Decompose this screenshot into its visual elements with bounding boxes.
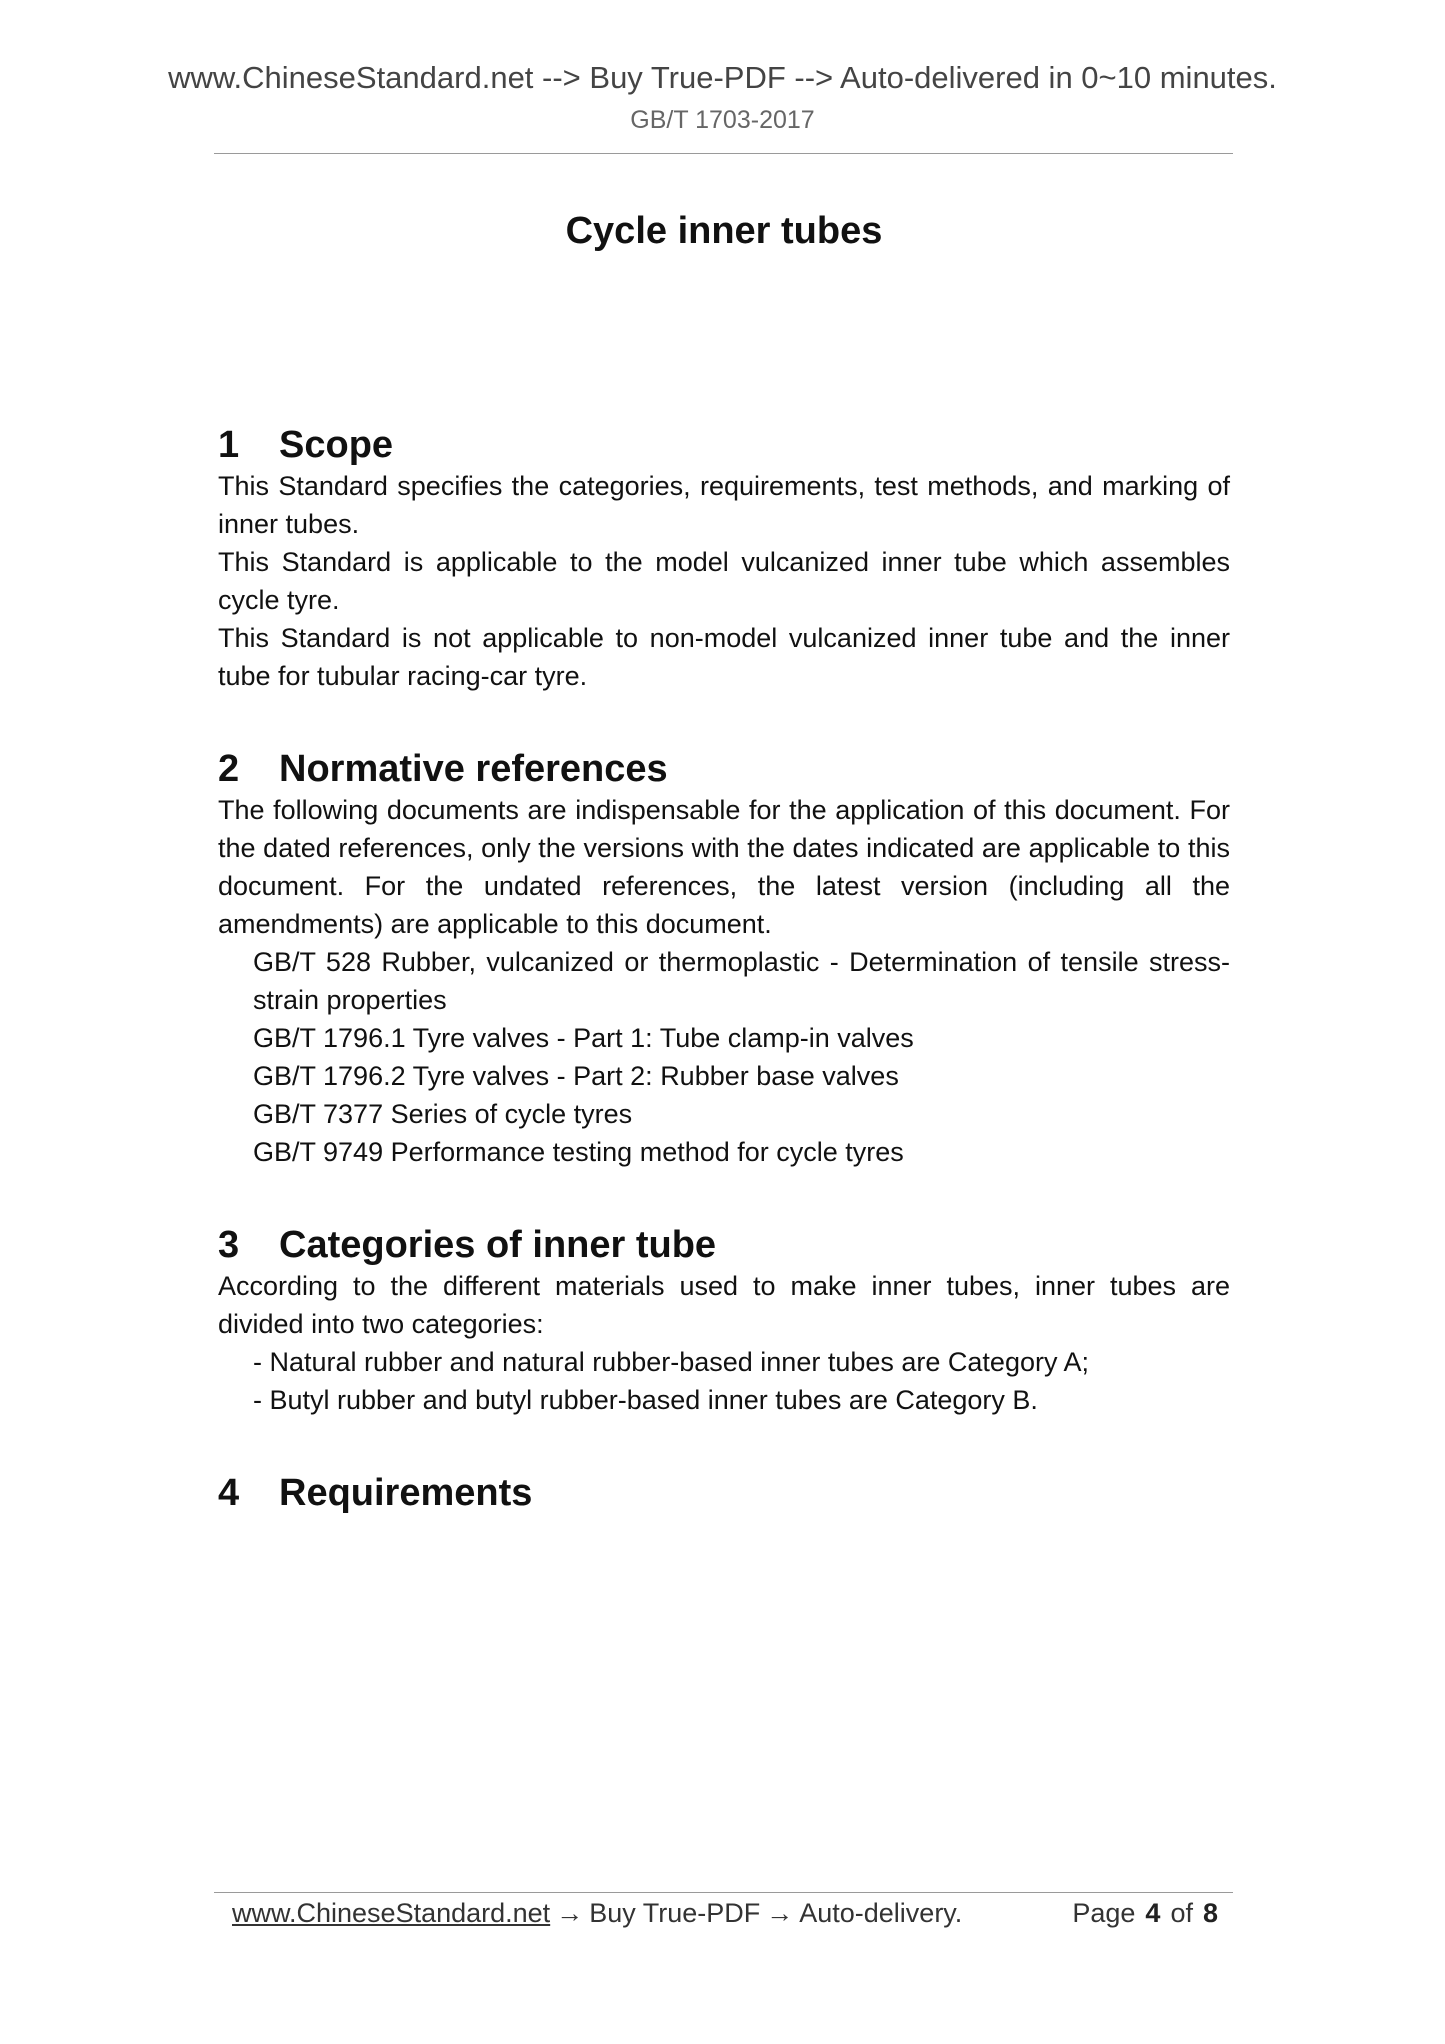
page-indicator [1072, 1898, 1228, 1929]
page-of: of [1170, 1897, 1193, 1928]
section-title: Scope [279, 424, 394, 466]
section-heading-requirements [218, 1472, 1230, 1515]
section-title: Categories of inner tube [279, 1224, 717, 1266]
standard-code: GB/T 1703-2017 [630, 106, 815, 134]
paragraph: This Standard specifies the categories, requirements, test methods, and marking of inner tubes. [218, 471, 1230, 539]
reference-item: GB/T 528 Rubber, vulcanized or thermoplastic - Determination of tensile stress-strain properties [253, 947, 1230, 1015]
footer-delivery-text: Auto-delivery. [799, 1897, 963, 1928]
header-divider [214, 153, 1233, 154]
section-number: 4 [218, 1472, 240, 1514]
footer-site-link[interactable]: www.ChineseStandard.net [232, 1897, 551, 1928]
list-item: - Butyl rubber and butyl rubber-based inner tubes are Category B. [253, 1385, 1038, 1415]
document-title: Cycle inner tubes [565, 210, 883, 252]
footer-buy-text: Buy True-PDF [589, 1897, 761, 1928]
section-number: 2 [218, 748, 240, 790]
paragraph: The following documents are indispensable for the application of this document. For the dated references, only the versions with the dates indicated are applicable to this document. For the undated references, the latest version (including all the amendments) are applicable to this document. [218, 795, 1230, 939]
section-heading-scope [218, 424, 1230, 467]
arrow-right-icon: → [766, 1897, 794, 1928]
section-number: 3 [218, 1224, 240, 1266]
page-label: Page [1072, 1897, 1136, 1928]
section-heading-normative-references [218, 748, 1230, 791]
reference-item: GB/T 1796.1 Tyre valves - Part 1: Tube clamp-in valves [253, 1023, 914, 1053]
paragraph: This Standard is applicable to the model vulcanized inner tube which assembles cycle tyre. [218, 547, 1230, 615]
reference-item: GB/T 9749 Performance testing method for cycle tyres [253, 1137, 904, 1167]
reference-item: GB/T 1796.2 Tyre valves - Part 2: Rubber base valves [253, 1061, 899, 1091]
section-title: Normative references [279, 748, 668, 790]
section-title: Requirements [279, 1472, 533, 1514]
document-body [218, 210, 1230, 1515]
paragraph: This Standard is not applicable to non-model vulcanized inner tube and the inner tube for tubular racing-car tyre. [218, 623, 1230, 691]
list-item: - Natural rubber and natural rubber-based inner tubes are Category A; [253, 1347, 1089, 1377]
page-total: 8 [1202, 1897, 1218, 1928]
section-heading-categories [218, 1224, 1230, 1267]
header-banner: www.ChineseStandard.net --> Buy True-PDF --> Auto-delivered in 0~10 minutes. [168, 60, 1277, 95]
section-number: 1 [218, 424, 240, 466]
page-current: 4 [1145, 1897, 1161, 1928]
arrow-right-icon: → [556, 1897, 584, 1928]
paragraph: According to the different materials used to make inner tubes, inner tubes are divided into two categories: [218, 1271, 1230, 1339]
reference-item: GB/T 7377 Series of cycle tyres [253, 1099, 633, 1129]
page-footer [232, 1893, 1228, 1933]
